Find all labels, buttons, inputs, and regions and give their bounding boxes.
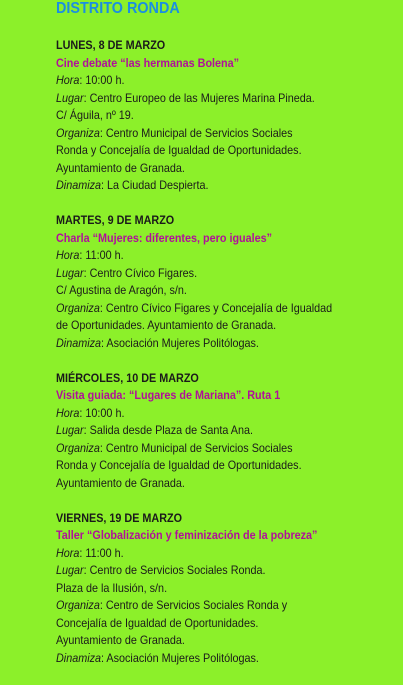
detail-text: : Centro Cívico Figares y Concejalía de Igualdad xyxy=(99,300,333,315)
detail-text: : Centro Municipal de Servicios Sociales xyxy=(99,125,293,140)
event-detail-line xyxy=(56,125,362,143)
detail-text: : 11:00 h. xyxy=(79,248,124,262)
detail-text: C/ Agustina de Aragón, s/n. xyxy=(56,283,187,297)
detail-text: Ayuntamiento de Granada. xyxy=(56,160,185,175)
event-date: LUNES, 8 DE MARZO xyxy=(56,38,166,52)
event-detail-line xyxy=(56,142,362,160)
district-heading: DISTRITO RONDA xyxy=(56,0,180,17)
event-detail-line xyxy=(56,107,362,125)
event-date: VIERNES, 19 DE MARZO xyxy=(56,510,183,525)
detail-label: Dinamiza xyxy=(56,650,102,665)
detail-text: : Asociación Mujeres Politólogas. xyxy=(101,650,259,665)
detail-text: Ronda y Concejalía de Igualdad de Oportunidades. xyxy=(56,458,302,472)
event-detail-line xyxy=(56,282,362,300)
event-detail-line xyxy=(56,72,362,90)
event-detail-line xyxy=(56,300,362,318)
detail-label: Hora xyxy=(56,248,80,262)
event-detail-line xyxy=(56,475,362,493)
detail-label: Lugar xyxy=(56,90,84,105)
event-detail-line xyxy=(56,650,362,668)
detail-text: C/ Águila, nº 19. xyxy=(56,108,134,122)
event-detail-line xyxy=(56,440,362,458)
detail-text: : Centro de Servicios Sociales Ronda y xyxy=(99,598,288,612)
event-detail-line xyxy=(56,335,362,353)
event-detail-line xyxy=(56,597,362,615)
event-block xyxy=(56,510,396,668)
detail-text: Concejalía de Igualdad de Oportunidades. xyxy=(56,615,259,630)
detail-text: : La Ciudad Despierta. xyxy=(101,178,209,192)
detail-label: Organiza xyxy=(56,440,100,455)
event-detail-line xyxy=(56,615,362,633)
detail-text: : 11:00 h. xyxy=(79,545,124,560)
event-detail-line xyxy=(56,265,362,283)
detail-text: : 10:00 h. xyxy=(79,405,125,420)
detail-text: : Centro Municipal de Servicios Sociales xyxy=(99,440,293,455)
detail-label: Dinamiza xyxy=(56,335,102,350)
detail-text: Ayuntamiento de Granada. xyxy=(56,475,185,490)
detail-label: Hora xyxy=(56,73,80,87)
event-detail-line xyxy=(56,545,362,563)
detail-label: Lugar xyxy=(56,563,84,577)
detail-text: Plaza de la Ilusión, s/n. xyxy=(56,580,168,595)
detail-label: Hora xyxy=(56,405,80,420)
detail-text: : 10:00 h. xyxy=(79,73,125,87)
detail-text: de Oportunidades. Ayuntamiento de Granada. xyxy=(56,318,277,332)
event-detail-line xyxy=(56,405,362,423)
detail-label: Hora xyxy=(56,545,80,560)
event-date: MIÉRCOLES, 10 DE MARZO xyxy=(56,370,199,385)
event-detail-line xyxy=(56,580,362,598)
event-block xyxy=(56,37,396,195)
event-detail-line xyxy=(56,422,362,440)
event-detail-line xyxy=(56,177,362,195)
detail-text: : Salida desde Plaza de Santa Ana. xyxy=(83,423,253,437)
detail-text: : Centro Cívico Figares. xyxy=(83,265,198,280)
detail-label: Dinamiza xyxy=(56,178,102,192)
event-detail-line xyxy=(56,632,362,650)
event-detail-line xyxy=(56,317,362,335)
event-date: MARTES, 9 DE MARZO xyxy=(56,213,175,227)
event-detail-line xyxy=(56,160,362,178)
detail-text: Ronda y Concejalía de Igualdad de Oportunidades. xyxy=(56,143,302,157)
event-detail-line xyxy=(56,247,362,265)
event-title: Visita guiada: “Lugares de Mariana”. Ruta 1 xyxy=(56,388,281,402)
event-block xyxy=(56,212,396,352)
detail-label: Organiza xyxy=(56,300,100,315)
event-detail-line xyxy=(56,90,362,108)
detail-text: : Centro de Servicios Sociales Ronda. xyxy=(83,563,266,577)
detail-label: Organiza xyxy=(56,125,100,140)
detail-label: Organiza xyxy=(56,598,100,612)
event-detail-line xyxy=(56,457,362,475)
event-title: Charla “Mujeres: diferentes, pero iguales” xyxy=(56,230,273,245)
event-title: Cine debate “las hermanas Bolena” xyxy=(56,55,240,70)
event-block xyxy=(56,370,396,493)
detail-label: Lugar xyxy=(56,265,84,280)
event-detail-line xyxy=(56,562,362,580)
event-title: Taller “Globalización y feminización de la pobreza” xyxy=(56,528,318,542)
detail-text: Ayuntamiento de Granada. xyxy=(56,633,185,647)
detail-text: : Centro Europeo de las Mujeres Marina Pineda. xyxy=(83,90,315,105)
events-list xyxy=(56,37,396,685)
detail-text: : Asociación Mujeres Politólogas. xyxy=(101,335,259,350)
detail-label: Lugar xyxy=(56,423,84,437)
